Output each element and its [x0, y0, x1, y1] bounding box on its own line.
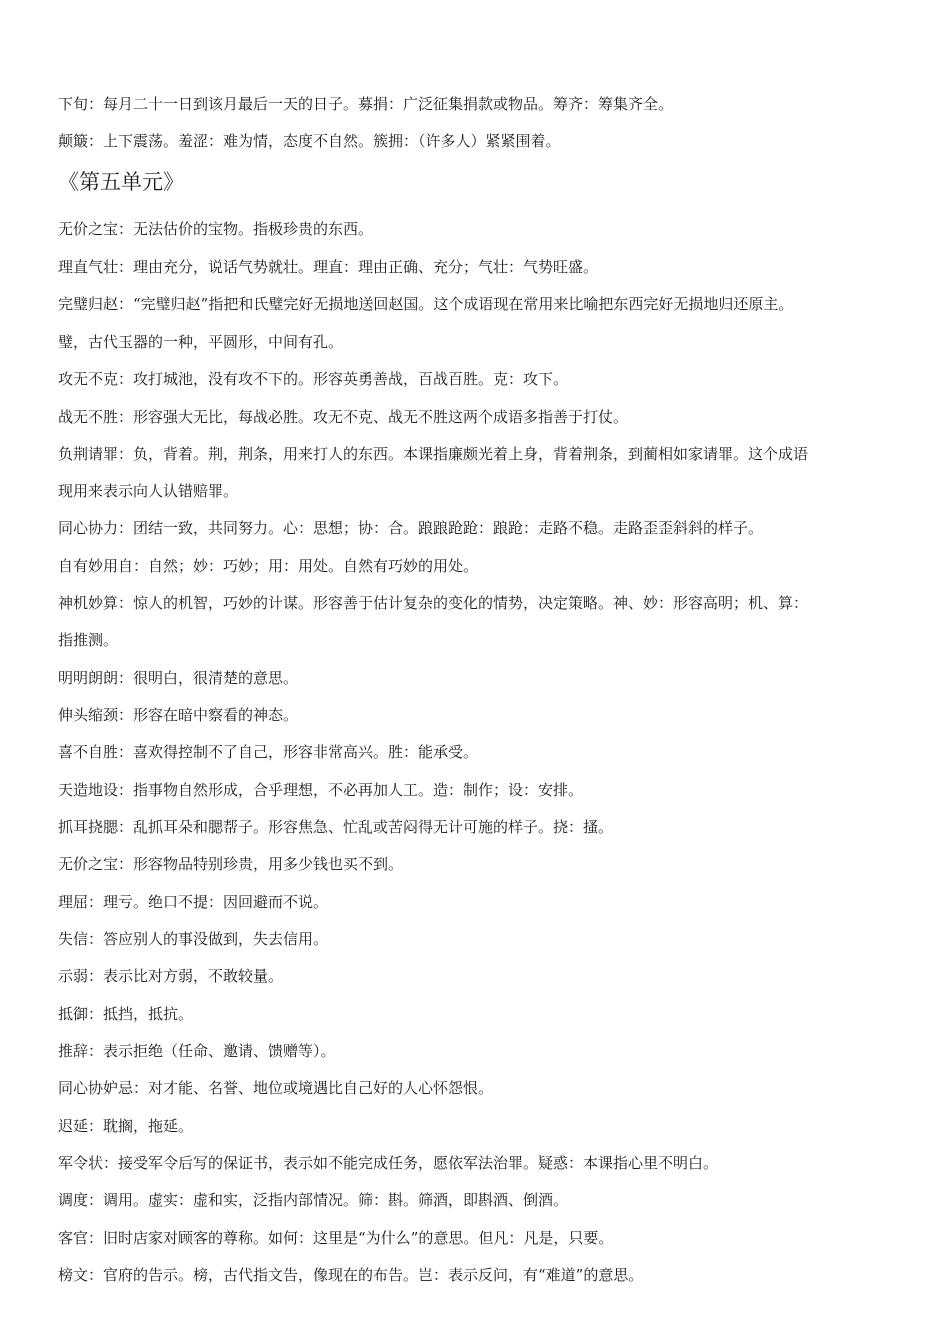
- text-line: 战无不胜：形容强大无比，每战必胜。攻无不克、战无不胜这两个成语多指善于打仗。: [58, 408, 629, 426]
- text-line: 完璧归赵：“完璧归赵”指把和氏璧完好无损地送回赵国。这个成语现在常用来比喻把东西完好无损地归还原主。: [58, 295, 794, 313]
- text-line: 推辞：表示拒绝（任命、邀请、馈赠等）。: [58, 1042, 336, 1060]
- text-line: 璧，古代玉器的一种，平圆形，中间有孔。: [58, 333, 344, 351]
- text-line: 同心协妒忌：对才能、名誉、地位或境遇比自己好的人心怀怨恨。: [58, 1079, 494, 1097]
- text-line: 攻无不克：攻打城池，没有攻不下的。形容英勇善战，百战百胜。克：攻下。: [58, 370, 569, 388]
- text-line: 下旬：每月二十一日到该月最后一天的日子。募捐：广泛征集捐款或物品。筹齐：筹集齐全。: [58, 95, 674, 113]
- text-line: 伸头缩颈：形容在暗中察看的神态。: [58, 706, 299, 724]
- text-line: 理直气壮：理由充分，说话气势就壮。理直：理由正确、充分；气壮：气势旺盛。: [58, 258, 599, 276]
- text-line: 明明朗朗：很明白，很清楚的意思。: [58, 669, 299, 687]
- text-line: 喜不自胜：喜欢得控制不了自己，形容非常高兴。胜：能承受。: [58, 743, 479, 761]
- text-line: 迟延：耽搁，拖延。: [58, 1117, 194, 1135]
- text-line: 神机妙算：惊人的机智，巧妙的计谋。形容善于估计复杂的变化的情势，决定策略。神、妙：形容高明；机、算：: [58, 594, 809, 612]
- text-line: 自有妙用自：自然；妙：巧妙；用：用处。自然有巧妙的用处。: [58, 557, 479, 575]
- text-line: 军令状：接受军令后写的保证书，表示如不能完成任务，愿依军法治罪。疑惑：本课指心里不明白。: [58, 1154, 719, 1172]
- text-line: 颠簸：上下震荡。羞涩：难为情，态度不自然。簇拥：（许多人）紧紧围着。: [58, 132, 561, 150]
- text-line: 负荆请罪：负，背着。荆，荆条，用来打人的东西。本课指廉颇光着上身，背着荆条，到蔺相如家请罪。这个成语: [58, 445, 809, 463]
- text-line: 现用来表示向人认错赔罪。: [58, 482, 239, 500]
- text-line: 榜文：官府的告示。榜，古代指文告，像现在的布告。岂：表示反问，有“难道”的意思。: [58, 1266, 644, 1284]
- section-heading: 《第五单元》: [58, 170, 184, 194]
- text-line: 失信：答应别人的事没做到，失去信用。: [58, 930, 329, 948]
- text-line: 同心协力：团结一致，共同努力。心：思想；协：合。踉踉跄跄：踉跄：走路不稳。走路歪歪斜斜的样子。: [58, 519, 764, 537]
- text-line: 天造地设：指事物自然形成，合乎理想，不必再加人工。造：制作；设：安排。: [58, 781, 584, 799]
- text-line: 无价之宝：形容物品特别珍贵，用多少钱也买不到。: [58, 855, 404, 873]
- text-line: 指推测。: [58, 631, 119, 649]
- text-line: 无价之宝：无法估价的宝物。指极珍贵的东西。: [58, 220, 374, 238]
- text-line: 抓耳挠腮：乱抓耳朵和腮帮子。形容焦急、忙乱或苦闷得无计可施的样子。挠：搔。: [58, 818, 614, 836]
- text-line: 理屈：理亏。绝口不提：因回避而不说。: [58, 893, 329, 911]
- text-line: 客官：旧时店家对顾客的尊称。如何：这里是“为什么”的意思。但凡：凡是，只要。: [58, 1229, 614, 1247]
- text-line: 示弱：表示比对方弱，不敢较量。: [58, 967, 284, 985]
- text-line: 调度：调用。虚实：虚和实，泛指内部情况。筛：斟。筛酒，即斟酒、倒酒。: [58, 1191, 569, 1209]
- text-line: 抵御：抵挡，抵抗。: [58, 1005, 194, 1023]
